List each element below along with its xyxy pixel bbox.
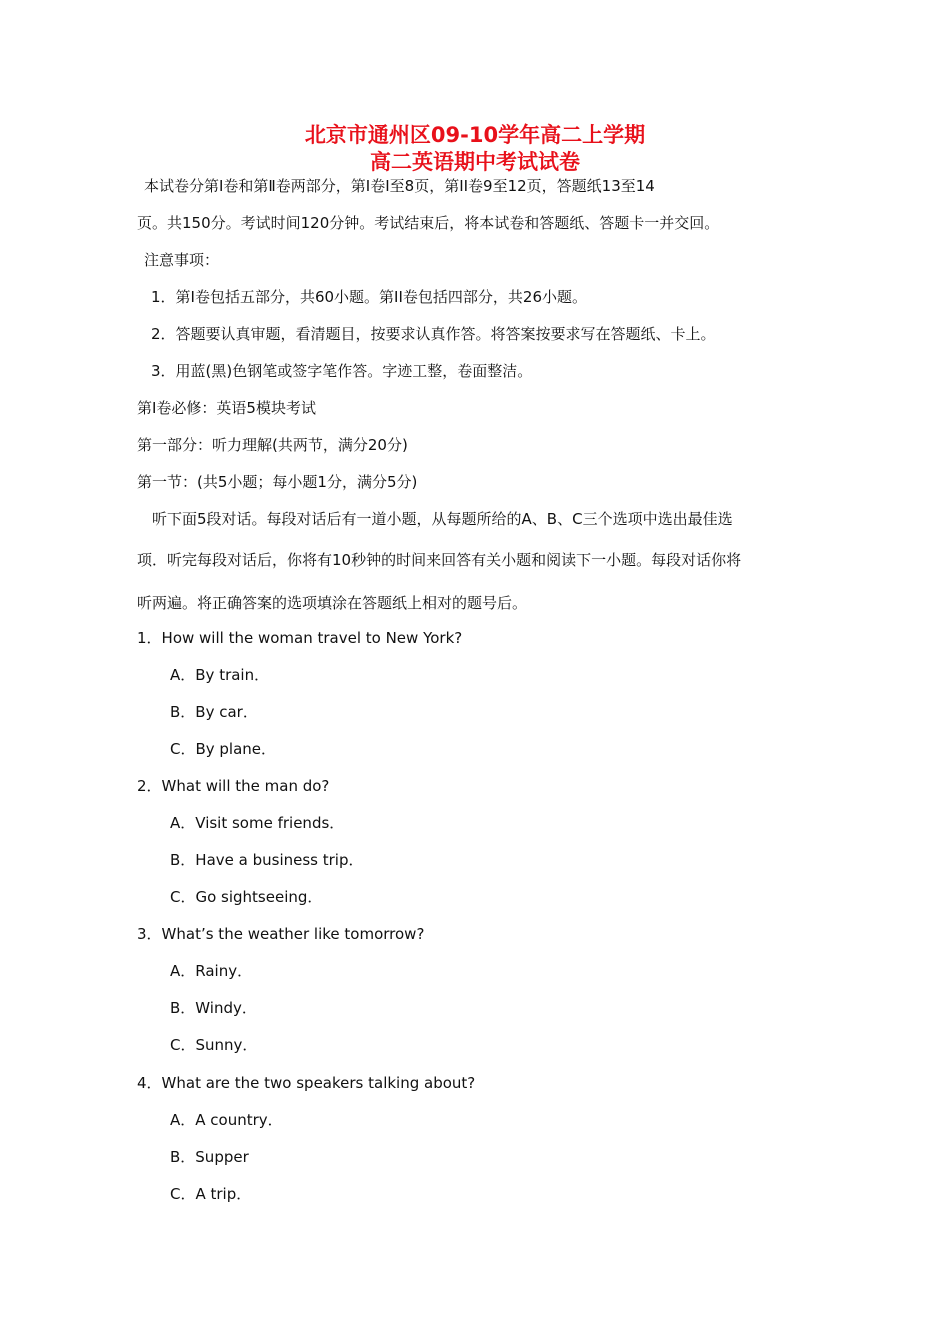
question-option: C．Go sightseeing． — [170, 888, 323, 906]
question-stem: 3．What’s the weather like tomorrow? — [137, 925, 425, 943]
question-option: C．Sunny． — [170, 1036, 258, 1054]
question-option: B．By car． — [170, 703, 258, 721]
notes-heading: 注意事项： — [144, 251, 220, 269]
question-option: C．A trip． — [170, 1185, 252, 1203]
volume-heading: 第I卷必修：英语5模块考试 — [137, 399, 316, 417]
note-item: 3．用蓝(黑)色钢笔或签字笔作答。字迹工整，卷面整洁。 — [151, 362, 533, 380]
document-subtitle: 高二英语期中考试试卷 — [370, 150, 580, 174]
question-option: A．By train． — [170, 666, 270, 684]
question-option: B．Windy． — [170, 999, 257, 1017]
question-option: A．Rainy． — [170, 962, 253, 980]
question-option: C．By plane． — [170, 740, 277, 758]
question-option: A．A country． — [170, 1111, 283, 1129]
question-option: B．Have a business trip． — [170, 851, 364, 869]
instructions-line-1: 听下面5段对话。每段对话后有一道小题，从每题所给的A、B、C三个选项中选出最佳选 — [152, 510, 733, 528]
instructions-line-3: 听两遍。将正确答案的选项填涂在答题纸上相对的题号后。 — [137, 594, 528, 612]
intro-text-line-2: 页。共150分。考试时间120分钟。考试结束后，将本试卷和答题纸、答题卡一并交回。 — [137, 214, 720, 232]
document-title: 北京市通州区09-10学年高二上学期 — [304, 123, 646, 147]
question-option: B．Supper — [170, 1148, 249, 1166]
question-stem: 2．What will the man do? — [137, 777, 330, 795]
instructions-line-2: 项．听完每段对话后，你将有10秒钟的时间来回答有关小题和阅读下一小题。每段对话你将 — [137, 551, 742, 569]
note-item: 1．第I卷包括五部分，共60小题。第II卷包括四部分，共26小题。 — [151, 288, 587, 306]
part-heading: 第一部分：听力理解(共两节，满分20分) — [137, 436, 408, 454]
note-item: 2．答题要认真审题，看清题目，按要求认真作答。将答案按要求写在答题纸、卡上。 — [151, 325, 716, 343]
question-stem: 4．What are the two speakers talking about? — [137, 1074, 476, 1092]
question-option: A．Visit some friends． — [170, 814, 345, 832]
question-stem: 1．How will the woman travel to New York? — [137, 629, 463, 647]
section-heading: 第一节：(共5小题；每小题1分，满分5分) — [137, 473, 418, 491]
intro-text-line-1: 本试卷分第I卷和第Ⅱ卷两部分，第I卷I至8页，第II卷9至12页，答题纸13至14 — [144, 177, 655, 195]
